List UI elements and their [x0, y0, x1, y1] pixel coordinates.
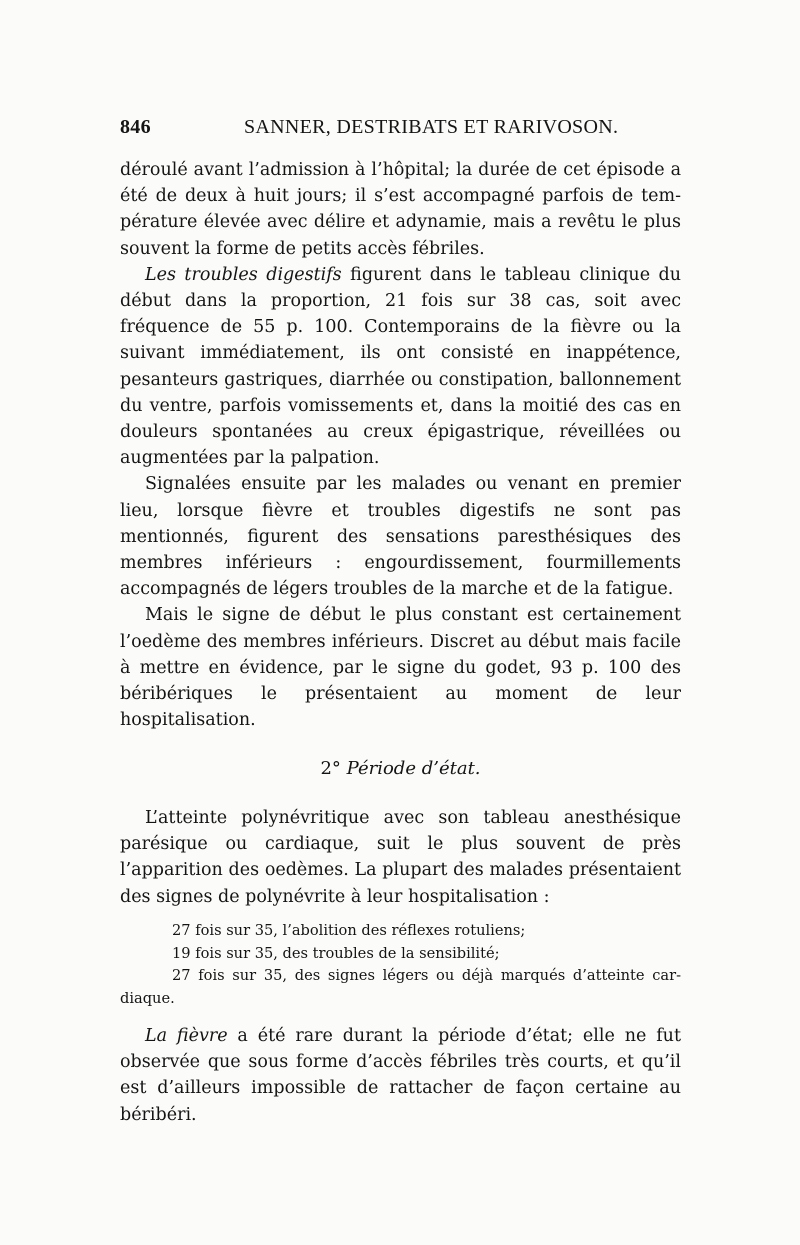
section-number: 2° — [320, 758, 341, 779]
italic-term-fever: La fièvre — [145, 1026, 228, 1046]
text-block-fever — [120, 1023, 681, 1128]
paragraph-oedema: Mais le signe de début le plus constant est certainement l’oedème des membres inférieurs. Discret au début mais facile à mettre en évidence, par le signe du godet, 93 p. 100 des béribériques le présentaient au moment de leur hospitalisation. — [120, 605, 681, 731]
stats-list — [120, 920, 681, 1010]
stat-item-reflexes: 27 fois sur 35, l’abolition des réflexes rotuliens; — [172, 922, 526, 939]
stat-item-sensibility: 19 fois sur 35, des troubles de la sensibilité; — [172, 944, 500, 962]
paragraph-paresthesia: Signalées ensuite par les malades ou venant en premier lieu, lorsque fièvre et troubles digestifs ne sont pas mentionnés, figurent des sensations paresthésiques des membres inférieurs : engourdissement, fourmillements accompagnés de légers troubles de la marche et de la fatigue. — [120, 474, 681, 600]
running-title: SANNER, DESTRIBATS ET RARIVOSON. — [244, 116, 619, 138]
paragraph-digestive-troubles — [120, 262, 681, 472]
paragraph-fever-episode: déroulé avant l’admission à l’hôpital; la durée de cet épisode a été de deux à huit jours; il s’est accompagné parfois de température élevée avec délire et adynamie, mais a revêtu le plus souvent la forme de petits accès fébriles. — [120, 160, 681, 259]
italic-term-digestive: Les troubles digestifs — [145, 264, 342, 285]
page-number: 846 — [120, 116, 151, 138]
section-title: Période d’état. — [346, 758, 481, 779]
stat-item-cardiac: 27 fois sur 35, des signes légers ou déjà marqués d’atteinte cardiaque. — [120, 967, 681, 1007]
paragraph-fever — [120, 1023, 681, 1128]
paragraph-fever-text: a été rare durant la période d’état; elle ne fut observée que sous forme d’accès fébriles très courts, et qu’il est d’ailleurs impossible de rattacher de façon certaine au béribéri. — [120, 1026, 681, 1125]
running-head — [120, 116, 680, 144]
section-heading — [120, 758, 681, 779]
paragraph-polyneuritis: L’atteinte polynévritique avec son tableau anesthésique parésique ou cardiaque, suit le plus souvent de près l’apparition des oedèmes. La plupart des malades présentaient des signes de polynévrite à leur hospitalisation : — [120, 808, 681, 907]
text-block-state — [120, 805, 681, 910]
text-block-onset — [120, 157, 681, 733]
paragraph-digestive-text: figurent dans le tableau clinique du début dans la proportion, 21 fois sur 38 cas, soit avec fréquence de 55 p. 100. Contemporains de la fièvre ou la suivant immédiatement, ils ont consisté en inappétence, pesanteurs gastriques, diarrhée ou constipation, ballonnement du ventre, parfois vomissements et, dans la moitié des cas en douleurs spontanées au creux épigastrique, réveillées ou augmentées par la palpation. — [120, 264, 681, 469]
